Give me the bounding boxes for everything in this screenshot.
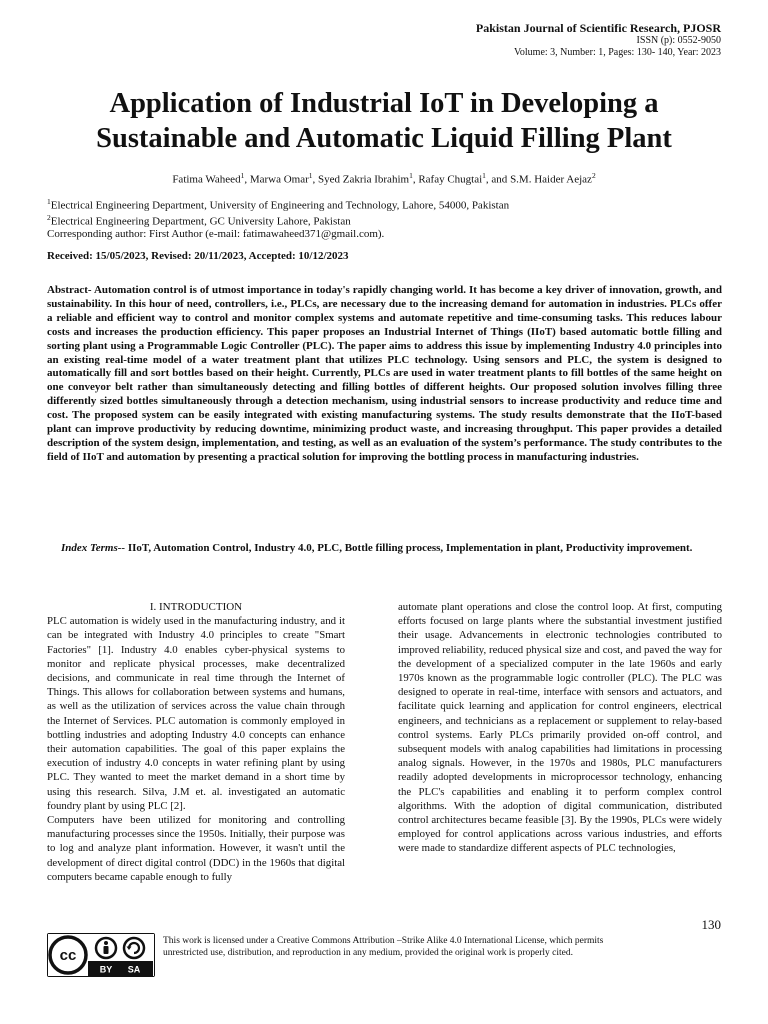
- section-heading: I. INTRODUCTION: [149, 601, 243, 613]
- page-number: 130: [701, 917, 721, 932]
- index-terms: [47, 541, 722, 555]
- body-paragraph: PLC automation is widely used in the manufacturing industry, and it can be integrated with Industry 4.0 principles to create "Smart Factories" [1]. Industry 4.0 enables cyber-physical systems to monitor and replicate physical processes, make decentralized decisions, and communicate in real time through the Internet of Things. This allows for collaboration between systems and humans, as well as the utilization of services across the value chain through the Internet of Services. PLC automation is commonly employed in bottling industries and adopting Industry 4.0 concepts can enhance their automation capabilities. The goal of this paper explains the execution of industry 4.0 concepts in water refining plant by using PLC. They wanted to meet the market demand in a short time by using this research. Silva, J.M et. al. investigated an automatic foundry plant by using PLC [2].: [47, 615, 345, 812]
- author-list: Fatima Waheed$^1$, Marwa Omar$^1$, Syed Zakria Ibrahim$^1$, Rafay Chugtai$^1$, and S.M. Haider Aejaz$^2$: [172, 171, 596, 186]
- journal-issn: ISSN (p): 0552-9050: [636, 35, 721, 46]
- author-name: Rafay Chugtai: [418, 173, 483, 186]
- author-name: Marwa Omar: [249, 173, 309, 186]
- cc-by-sa-badge[interactable]: [47, 933, 155, 977]
- index-terms-text: IIoT, Automation Control, Industry 4.0, PLC, Bottle filling process, Implementation in plant, Productivity improvement.: [125, 542, 693, 554]
- author-affiliation-mark: 1: [240, 171, 245, 180]
- affiliations: [47, 196, 727, 228]
- right-column: [398, 600, 722, 856]
- paper-title: Application of Industrial IoT in Developing a Sustainable and Automatic Liquid Filling Plant: [96, 88, 672, 154]
- author-affiliation-mark: 1: [409, 171, 413, 180]
- author-affiliation-mark: 2: [591, 171, 596, 180]
- cc-badge-label: cc: [59, 947, 77, 964]
- index-terms-label: Index Terms--: [61, 542, 126, 554]
- submission-dates: Received: 15/05/2023, Revised: 20/11/2023, Accepted: 10/12/2023: [47, 250, 349, 262]
- author-name: Syed Zakria Ibrahim: [318, 173, 410, 186]
- author-affiliation-mark: 1: [482, 171, 486, 180]
- abstract: Abstract- Automation control is of utmost importance in today's rapidly changing world. It has become a key driver of innovation, growth, and sustainability. In this hour of need, controllers, i.e., PLCs, are necessary due to the increasing demand for automation in industries. PLCs offer a reliable and efficient way to control and monitor complex systems and automate repetitive and time-consuming tasks. This reduces labour costs and increases the production efficiency. This paper proposes an Industrial Internet of Things (IIoT) based automatic bottle filling and sorting plant using a Programmable Logic Controller (PLC). The paper aims to address this issue by implementing Industry 4.0 principles into an existing real-time model of a water treatment plant that utilizes PLC technology. Using sensors and PLC, the system is designed to automatically fill and sort bottles based on their height. Currently, PLCs are used in water treatment plants to fill bottles of the same height on one conveyor belt rather than simultaneously detecting and filling bottles of different heights. Our proposed solution involves filling three differently sized bottles simultaneously through a detection mechanism, using industrial sensors to increase productivity and reduce time and cost. The proposed system can be easily integrated with existing manufacturing systems. The study results demonstrate that the IIoT-based plant can improve productivity by reducing downtime, minimizing product waste, and increasing throughput. This paper provides a detailed description of the system design, implementation, and testing, as well as an evaluation of the system’s performance. The study contributes to the field of IIoT and automation by presenting a practical solution for improving the bottling process in manufacturing industries.: [47, 284, 722, 463]
- author-name: Fatima Waheed: [172, 173, 241, 186]
- share-alike-icon: [124, 938, 144, 958]
- affiliation-line: $^1$Electrical Engineering Department, University of Engineering and Technology, Lahore, 54000, Pakistan: [47, 197, 510, 212]
- affiliation-line: $^2$Electrical Engineering Department, GC University Lahore, Pakistan: [47, 213, 351, 228]
- cc-sa-label: SA: [127, 964, 141, 975]
- author-name: S.M. Haider Aejaz: [510, 173, 592, 186]
- body-paragraph: automate plant operations and close the control loop. At first, computing efforts focused on large plants where the substantial investment justified their usage. Advancements in electronic technologies contributed to improved reliability, reduced physical size and cost, and paved the way for the development of a specialized computer in the late 1960s and early 1970s known as the programmable logic controller (PLC). The PLC was designed to operate in real-time, interface with sensors and actuators, and facilitate quick learning and application for control engineers, electrical engineers, and technicians as a replacement or supplement to relay-based control systems. Early PLCs primarily provided on-off control, and subsequent models with analog capabilities had limitations in processing analog signals. However, in the 1970s and 1980s, PLC manufacturers readily adopted developments in microprocessor technology, enhancing the PLC's capabilities and enabling it to perform complex control algorithms. With the adoption of digital communication, distributed control architectures became feasible [3]. By the 1990s, PLCs were widely employed for control applications across various industries, and efforts were made to standardize different aspects of PLC technologies,: [398, 601, 722, 855]
- author-affiliation-mark: 1: [308, 171, 313, 180]
- journal-volume: Volume: 3, Number: 1, Pages: 130- 140, Year: 2023: [513, 47, 721, 58]
- body-paragraph: Computers have been utilized for monitoring and controlling manufacturing processes since the 1950s. Initially, their purpose was to log and analyze plant information. However, it wasn't until the development of direct digital control (DDC) in the 1960s that digital computers became capable enough to fully: [47, 814, 345, 883]
- cc-by-label: BY: [99, 964, 113, 975]
- left-column: [47, 600, 345, 884]
- journal-name: Pakistan Journal of Scientific Research, PJOSR: [475, 21, 721, 35]
- cc-license-icon: [48, 934, 154, 976]
- corresponding-author: Corresponding author: First Author (e-mail: fatimawaheed371@gmail.com).: [47, 228, 385, 240]
- license-text: This work is licensed under a Creative Commons Attribution –Strike Alike 4.0 International License, which permits unrestricted use, distribution, and reproduction in any medium, provided the original work is properly cited.: [163, 936, 604, 958]
- license-footer: [47, 933, 727, 979]
- journal-header: [476, 22, 721, 59]
